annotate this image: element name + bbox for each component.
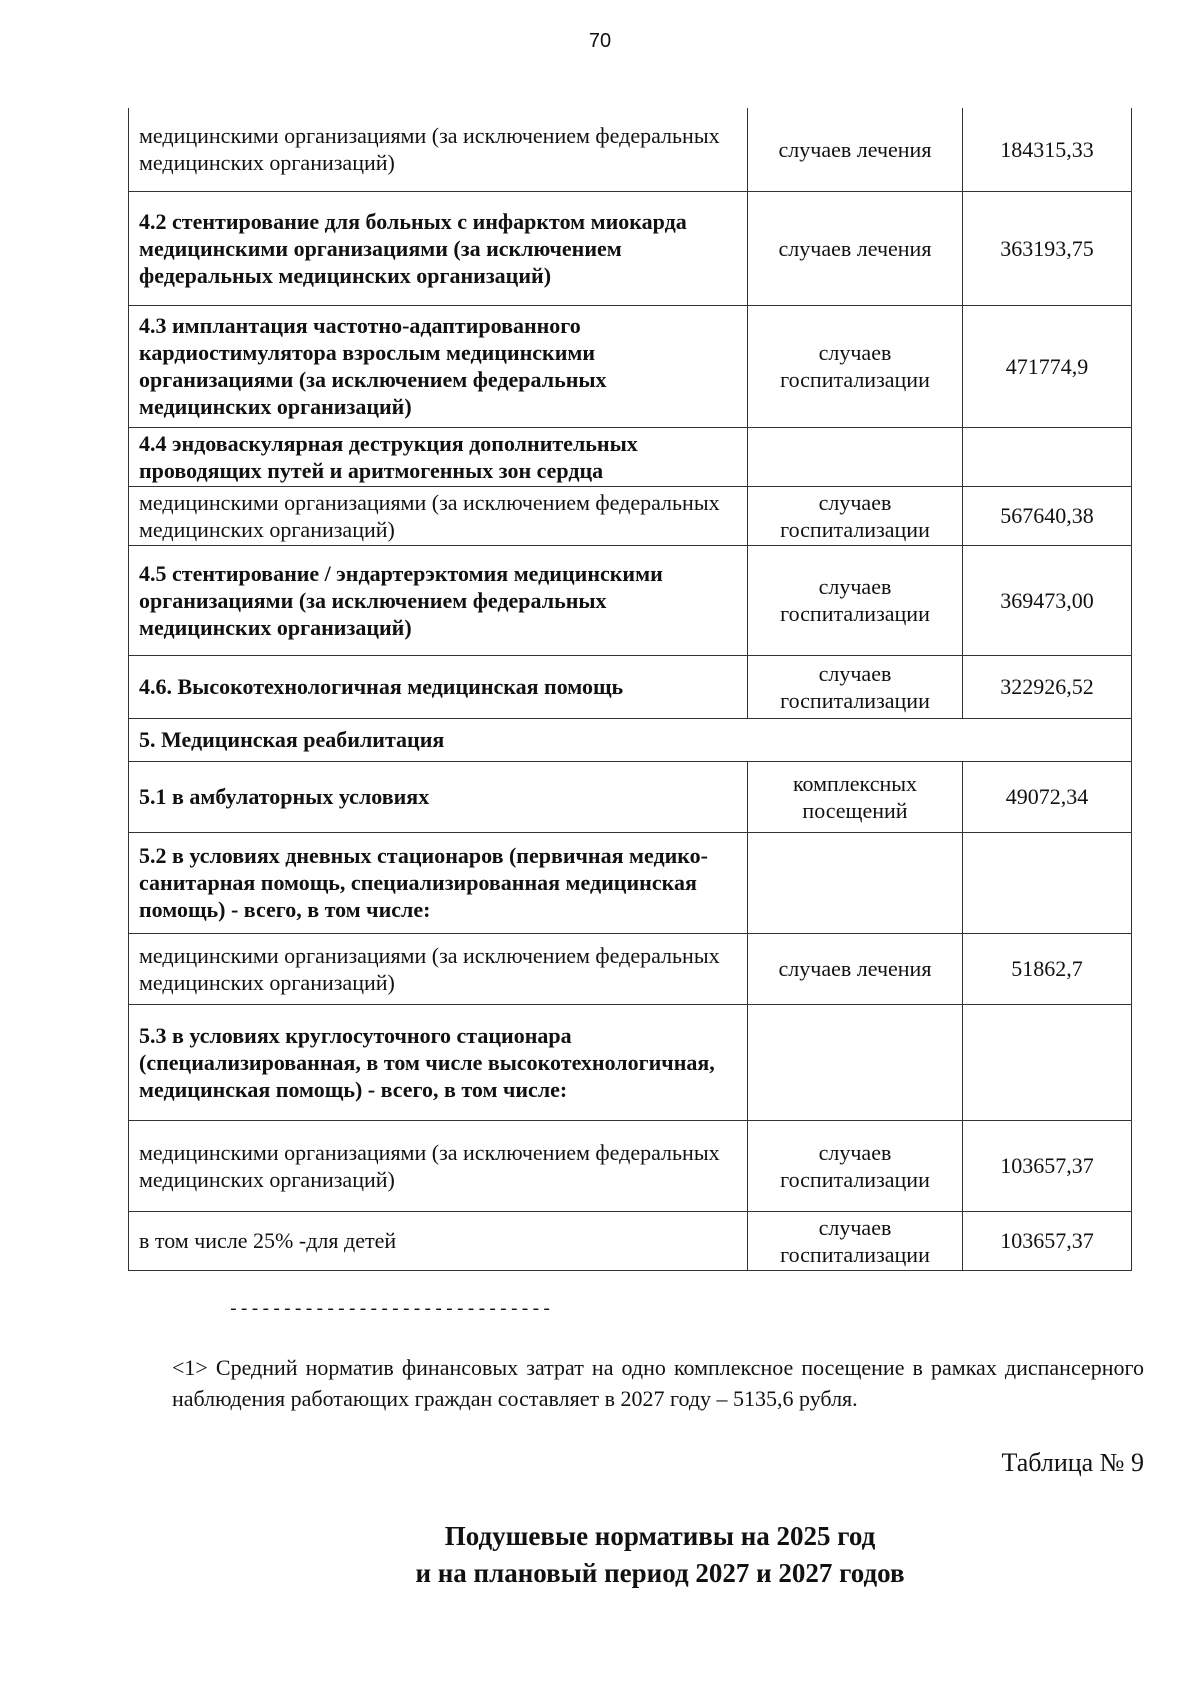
norms-table-body: [129, 108, 1132, 1270]
heading-line-1: Подушевые нормативы на 2025 год: [444, 1521, 876, 1551]
row-unit-cell: случаев госпитализации: [748, 486, 963, 545]
table-row: [129, 486, 1132, 545]
row-name-cell: 4.6. Высокотехнологичная медицинская помощь: [129, 655, 748, 718]
table-row: [129, 305, 1132, 427]
footnote-text: <1> Средний норматив финансовых затрат на одно комплексное посещение в рамках диспансерного наблюдения работающих граждан составляет в 2027 году – 5135,6 рубля.: [172, 1355, 1144, 1411]
row-name-cell: 4.3 имплантация частотно-адаптированного кардиостимулятора взрослым медицинскими организациями (за исключением федеральных медицинских организаций): [129, 305, 748, 427]
row-unit-cell: случаев лечения: [748, 933, 963, 1004]
row-unit-cell: случаев лечения: [748, 108, 963, 191]
table-row: [129, 655, 1132, 718]
row-name-cell: 5.2 в условиях дневных стационаров (первичная медико-санитарная помощь, специализированная медицинская помощь) - всего, в том числе:: [129, 832, 748, 933]
row-value-cell: [963, 1004, 1132, 1120]
row-name-cell: 5.3 в условиях круглосуточного стационара (специализированная, в том числе высокотехнологичная, медицинская помощь) - всего, в том числе:: [129, 1004, 748, 1120]
table-row: [129, 1004, 1132, 1120]
row-unit-cell: случаев госпитализации: [748, 1211, 963, 1270]
table-row: [129, 718, 1132, 761]
row-name-cell: 4.5 стентирование / эндартерэктомия медицинскими организациями (за исключением федеральных медицинских организаций): [129, 545, 748, 655]
table-row: [129, 427, 1132, 486]
row-value-cell: [963, 427, 1132, 486]
row-name-cell: 5. Медицинская реабилитация: [129, 718, 1132, 761]
row-unit-cell: комплексных посещений: [748, 761, 963, 832]
row-value-cell: 322926,52: [963, 655, 1132, 718]
row-name-cell: 4.4 эндоваскулярная деструкция дополнительных проводящих путей и аритмогенных зон сердца: [129, 427, 748, 486]
row-unit-cell: случаев госпитализации: [748, 655, 963, 718]
table-row: [129, 933, 1132, 1004]
row-unit-cell: [748, 1004, 963, 1120]
table-row: [129, 1211, 1132, 1270]
row-unit-cell: случаев лечения: [748, 191, 963, 305]
row-name-cell: медицинскими организациями (за исключением федеральных медицинских организаций): [129, 108, 748, 191]
row-unit-cell: [748, 427, 963, 486]
table-row: [129, 108, 1132, 191]
financial-norms-table: [128, 108, 1132, 1271]
row-value-cell: [963, 832, 1132, 933]
row-name-cell: медицинскими организациями (за исключением федеральных медицинских организаций): [129, 486, 748, 545]
row-unit-cell: случаев госпитализации: [748, 305, 963, 427]
row-unit-cell: случаев госпитализации: [748, 1120, 963, 1211]
footnote-divider: ------------------------------: [228, 1300, 553, 1320]
table-row: [129, 545, 1132, 655]
row-name-cell: медицинскими организациями (за исключением федеральных медицинских организаций): [129, 1120, 748, 1211]
row-value-cell: 51862,7: [963, 933, 1132, 1004]
row-unit-cell: [748, 832, 963, 933]
table-row: [129, 832, 1132, 933]
row-value-cell: 103657,37: [963, 1211, 1132, 1270]
row-name-cell: медицинскими организациями (за исключением федеральных медицинских организаций): [129, 933, 748, 1004]
row-value-cell: 363193,75: [963, 191, 1132, 305]
table-number-label: Таблица № 9: [1001, 1448, 1144, 1477]
page-number: 70: [588, 30, 612, 52]
row-value-cell: 369473,00: [963, 545, 1132, 655]
row-name-cell: в том числе 25% -для детей: [129, 1211, 748, 1270]
row-name-cell: 4.2 стентирование для больных с инфарктом миокарда медицинскими организациями (за исключением федеральных медицинских организаций): [129, 191, 748, 305]
row-value-cell: 49072,34: [963, 761, 1132, 832]
row-value-cell: 184315,33: [963, 108, 1132, 191]
section-heading: [0, 1518, 1200, 1592]
row-name-cell: 5.1 в амбулаторных условиях: [129, 761, 748, 832]
row-unit-cell: случаев госпитализации: [748, 545, 963, 655]
table-row: [129, 191, 1132, 305]
heading-line-2: и на плановый период 2027 и 2027 годов: [415, 1558, 905, 1588]
table-row: [129, 1120, 1132, 1211]
table-row: [129, 761, 1132, 832]
row-value-cell: 567640,38: [963, 486, 1132, 545]
row-value-cell: 103657,37: [963, 1120, 1132, 1211]
row-value-cell: 471774,9: [963, 305, 1132, 427]
